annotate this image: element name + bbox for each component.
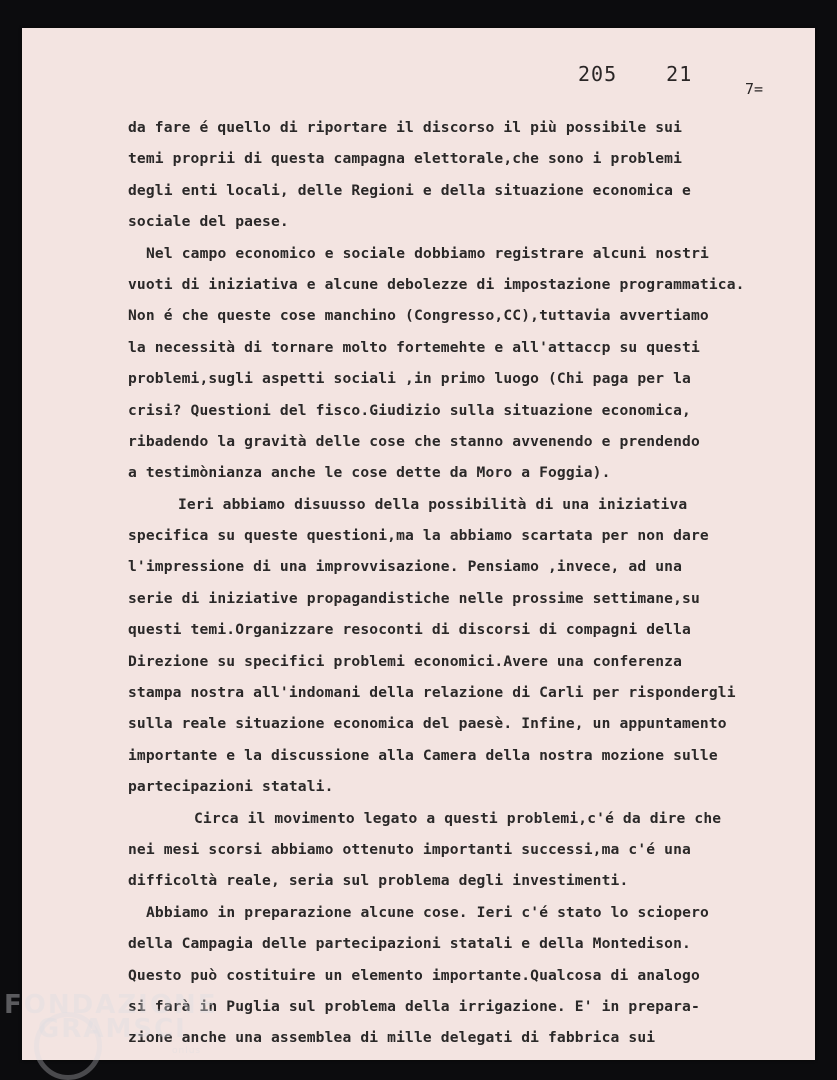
text-line: problemi,sugli aspetti sociali ,in primo luogo (Chi paga per la (128, 370, 691, 388)
text-line: importante e la discussione alla Camera della nostra mozione sulle (128, 746, 718, 764)
text-line: ribadendo la gravità delle cose che stanno avvenendo e prendendo (128, 432, 700, 450)
text-line: partecipazioni statali. (128, 778, 334, 796)
text-line: questi temi.Organizzare resoconti di discorsi di compagni della (128, 621, 691, 639)
text-line: sulla reale situazione economica del paesè. Infine, un appuntamento (128, 715, 727, 733)
text-line: stampa nostra all'indomani della relazione di Carli per rispondergli (128, 684, 736, 702)
text-line: Ieri abbiamo disuusso della possibilità di una iniziativa (178, 495, 688, 513)
folder-number: 21 (666, 62, 693, 86)
page-mark: 7= (745, 80, 764, 98)
text-line: nei mesi scorsi abbiamo ottenuto importanti successi,ma c'é una (128, 840, 691, 858)
text-line: Nel campo economico e sociale dobbiamo registrare alcuni nostri (146, 244, 709, 262)
text-line: sociale del paese. (128, 213, 289, 231)
text-line: a testimònianza anche le cose dette da Moro a Foggia). (128, 464, 611, 482)
text-line: la necessità di tornare molto fortemehte e all'attaccp su questi (128, 338, 700, 356)
text-line: crisi? Questioni del fisco.Giudizio sulla situazione economica, (128, 401, 691, 419)
text-line: l'impressione di una improvvisazione. Pensiamo ,invece, ad una (128, 558, 683, 576)
text-line: della Campagia delle partecipazioni statali e della Montedison. (128, 935, 691, 953)
text-line: Abbiamo in preparazione alcune cose. Ieri c'é stato lo sciopero (146, 903, 709, 921)
text-line: Questo può costituire un elemento importante.Qualcosa di analogo (128, 966, 700, 984)
text-line: degli enti locali, delle Regioni e della situazione economica e (128, 181, 691, 199)
text-line: Circa il movimento legato a questi problemi,c'é da dire che (194, 809, 722, 827)
watermark (4, 990, 218, 1056)
text-line: specifica su queste questioni,ma la abbiamo scartata per non dare (128, 527, 709, 545)
watermark-line2: GRAMSCI (38, 1014, 187, 1044)
text-line: difficoltà reale, seria sul problema degli investimenti. (128, 872, 629, 890)
text-line: Non é che queste cose manchino (Congresso,CC),tuttavia avvertiamo (128, 307, 709, 325)
page-numbers (578, 62, 728, 86)
watermark-line1: FONDAZIONE (4, 990, 218, 1020)
archive-number: 205 (578, 62, 618, 86)
watermark-line3: onlus (172, 1046, 202, 1056)
typed-text-body (128, 112, 800, 1054)
text-line: zione anche una assemblea di mille delegati di fabbrica sui (128, 1029, 656, 1047)
text-line: temi proprii di questa campagna elettorale,che sono i problemi (128, 150, 683, 168)
text-line: serie di iniziative propagandistiche nelle prossime settimane,su (128, 589, 700, 607)
text-line: da fare é quello di riportare il discorso il più possibile sui (128, 119, 683, 136)
text-line: si farà in Puglia sul problema della irrigazione. E' in prepara- (128, 997, 700, 1015)
text-line: vuoti di iniziativa e alcune debolezze di impostazione programmatica. (128, 275, 745, 293)
text-line: Direzione su specifici problemi economici.Avere una conferenza (128, 652, 683, 670)
